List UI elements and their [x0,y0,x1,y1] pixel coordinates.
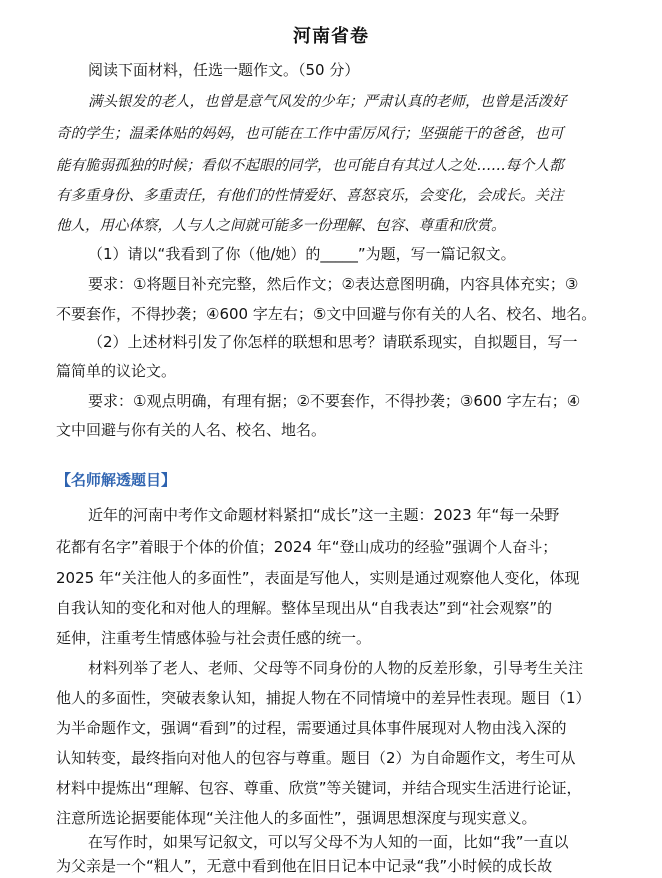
analysis-line: 近年的河南中考作文命题材料紧扣“成长”这一主题：2023 年“每一朵野 [88,506,560,524]
task2-requirement-line: 要求：①观点明确，有理有据；②不要套作，不得抄袭；③600 字左右；④ [88,392,581,410]
material-line: 他人，用心体察，人与人之间就可能多一份理解、包容、尊重和欣赏。 [56,218,506,234]
material-line: 有多重身份、多重责任，有他们的性情爱好、喜怒哀乐，会变化，会成长。关注 [56,188,564,204]
analysis-line: 认知转变，最终指向对他人的包容与尊重。题目（2）为自命题作文，考生可从 [56,749,576,767]
task2-requirement-line: 文中回避与你有关的人名、校名、地名。 [56,421,327,439]
analysis-line: 2025 年“关注他人的多面性”，表面是写他人，实则是通过观察他人变化，体现 [56,569,580,587]
analysis-line: 自我认知的变化和对他人的理解。整体呈现出从“自我表达”到“社会观察”的 [56,599,553,617]
analysis-line: 注意所选论据要能体现“关注他人的多面性”，强调思想深度与现实意义。 [56,809,537,827]
task1-prompt: （1）请以“我看到了你（他/她）的_____”为题，写一篇记叙文。 [88,245,516,263]
analysis-heading: 【名师解透题目】 [56,471,177,489]
analysis-line: 为半命题作文，强调“看到”的过程，需要通过具体事件展现对人物由浅入深的 [56,719,567,737]
analysis-line: 材料列举了老人、老师、父母等不同身份的人物的反差形象，引导考生关注 [88,659,584,677]
material-line: 能有脆弱孤独的时候；看似不起眼的同学，也可能自有其过人之处……每个人都 [56,158,564,174]
task2-prompt-cont: 篇简单的议论文。 [56,362,177,380]
material-line: 奇的学生；温柔体贴的妈妈，也可能在工作中雷厉风行；坚强能干的爸爸，也可 [56,126,564,142]
analysis-line: 他人的多面性，突破表象认知，捕捉人物在不同情境中的差异性表现。题目（1） [56,689,591,707]
analysis-line: 延伸，注重考生情感体验与社会责任感的统一。 [56,629,372,647]
instruction-line: 阅读下面材料，任选一题作文。（50 分） [88,61,360,79]
analysis-line: 在写作时，如果写记叙文，可以写父母不为人知的一面，比如“我”一直以 [88,833,569,851]
page-title: 河南省卷 [293,26,369,47]
task1-requirement-line: 不要套作，不得抄袭；④600 字左右；⑤文中回避与你有关的人名、校名、地名。 [56,305,597,323]
material-line: 满头银发的老人，也曾是意气风发的少年；严肃认真的老师，也曾是活泼好 [88,94,567,110]
analysis-line: 花都有名字”着眼于个体的价值；2024 年“登山成功的经验”强调个人奋斗； [56,538,558,556]
analysis-line: 材料中提炼出“理解、包容、尊重、欣赏”等关键词，并结合现实生活进行论证， [56,779,582,797]
task2-prompt: （2）上述材料引发了你怎样的联想和思考？请联系现实，自拟题目，写一 [88,333,578,351]
task1-requirement-line: 要求：①将题目补充完整，然后作文；②表达意图明确，内容具体充实；③ [88,275,579,293]
analysis-line: 为父亲是一个“粗人”，无意中看到他在旧日记本中记录“我”小时候的成长故 [56,857,553,875]
